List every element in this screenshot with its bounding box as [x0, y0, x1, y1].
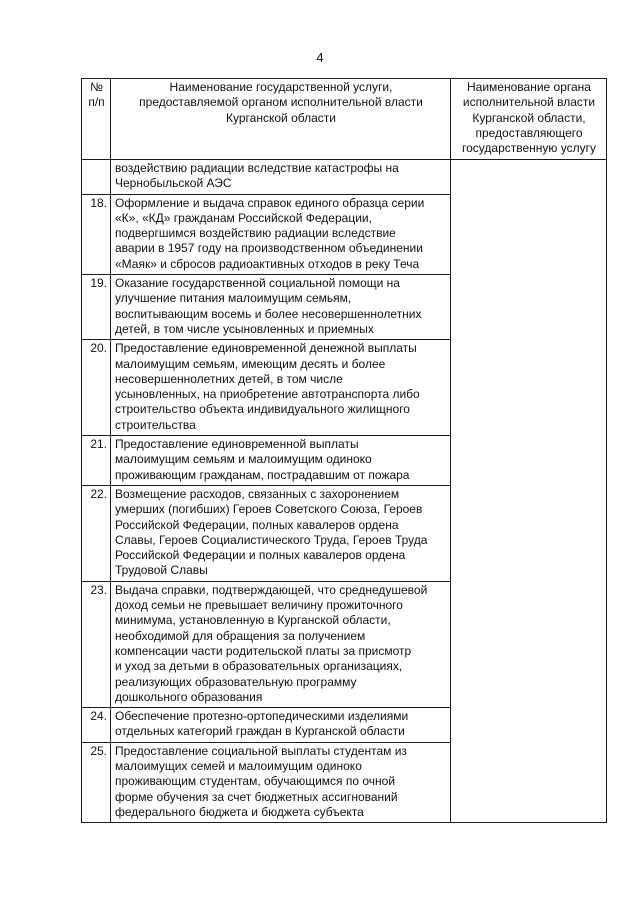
- row-service-name: Предоставление единовременной денежной выплаты малоимущим семьям, имеющим десять и более несовершеннолетних детей, в том числе усыновленных, на приобретение автотранспорта либо строительство объекта индивидуального жилищного строительства: [111, 340, 451, 436]
- row-service-name: Предоставление единовременной выплаты малоимущим семьям и малоимущим одиноко проживающим гражданам, пострадавшим от пожара: [111, 436, 451, 486]
- row-service-name: воздействию радиации вследствие катастрофы на Чернобыльской АЭС: [111, 160, 451, 195]
- row-service-name: Предоставление социальной выплаты студентам из малоимущих семей и малоимущим одиноко проживающим студентам, обучающимся по очной форме обучения за счет бюджетных ассигнований федерального бюджета и бюджета субъекта: [111, 742, 451, 822]
- row-number: 25.: [82, 742, 111, 822]
- header-number: № п/п: [82, 79, 111, 160]
- row-number: 23.: [82, 581, 111, 707]
- row-number: 19.: [82, 275, 111, 340]
- row-number: 24.: [82, 708, 111, 743]
- row-service-name: Возмещение расходов, связанных с захоронением умерших (погибших) Героев Советского Союза, Героев Российской Федерации, полных кавалеров ордена Славы, Героев Социалистического Труда, Героев Труда Российской Федерации и полных кавалеров ордена Трудовой Славы: [111, 485, 451, 581]
- row-number: 22.: [82, 485, 111, 581]
- header-service-name: Наименование государственной услуги, предоставляемой органом исполнительной власти Курганской области: [111, 79, 451, 160]
- table-row: [82, 160, 607, 195]
- row-service-name: Оказание государственной социальной помощи на улучшение питания малоимущим семьям, воспитывающим восемь и более несовершеннолетних детей, в том числе усыновленных и приемных: [111, 275, 451, 340]
- row-number: 18.: [82, 194, 111, 274]
- header-organ-name: Наименование органа исполнительной власти Курганской области, предоставляющего государственную услугу: [451, 79, 607, 160]
- row-number: 21.: [82, 436, 111, 486]
- row-organ-name: [451, 160, 607, 823]
- services-table: [81, 78, 607, 823]
- row-number: 20.: [82, 340, 111, 436]
- table-body: [82, 160, 607, 823]
- row-service-name: Оформление и выдача справок единого образца серии «К», «КД» гражданам Российской Федерации, подвергшимся воздействию радиации вследствие аварии в 1957 году на производственном объединении «Маяк» и сбросов радиоактивных отходов в реку Теча: [111, 194, 451, 274]
- row-service-name: Выдача справки, подтверждающей, что среднедушевой доход семьи не превышает величину прожиточного минимума, установленную в Курганской области, необходимой для обращения за получением компенсации части родительской платы за присмотр и уход за детьми в образовательных организациях, реализующих образовательную программу дошкольного образования: [111, 581, 451, 707]
- row-service-name: Обеспечение протезно-ортопедическими изделиями отдельных категорий граждан в Курганской области: [111, 708, 451, 743]
- table-header-row: [82, 79, 607, 160]
- page-number: 4: [316, 50, 324, 65]
- row-number: [82, 160, 111, 195]
